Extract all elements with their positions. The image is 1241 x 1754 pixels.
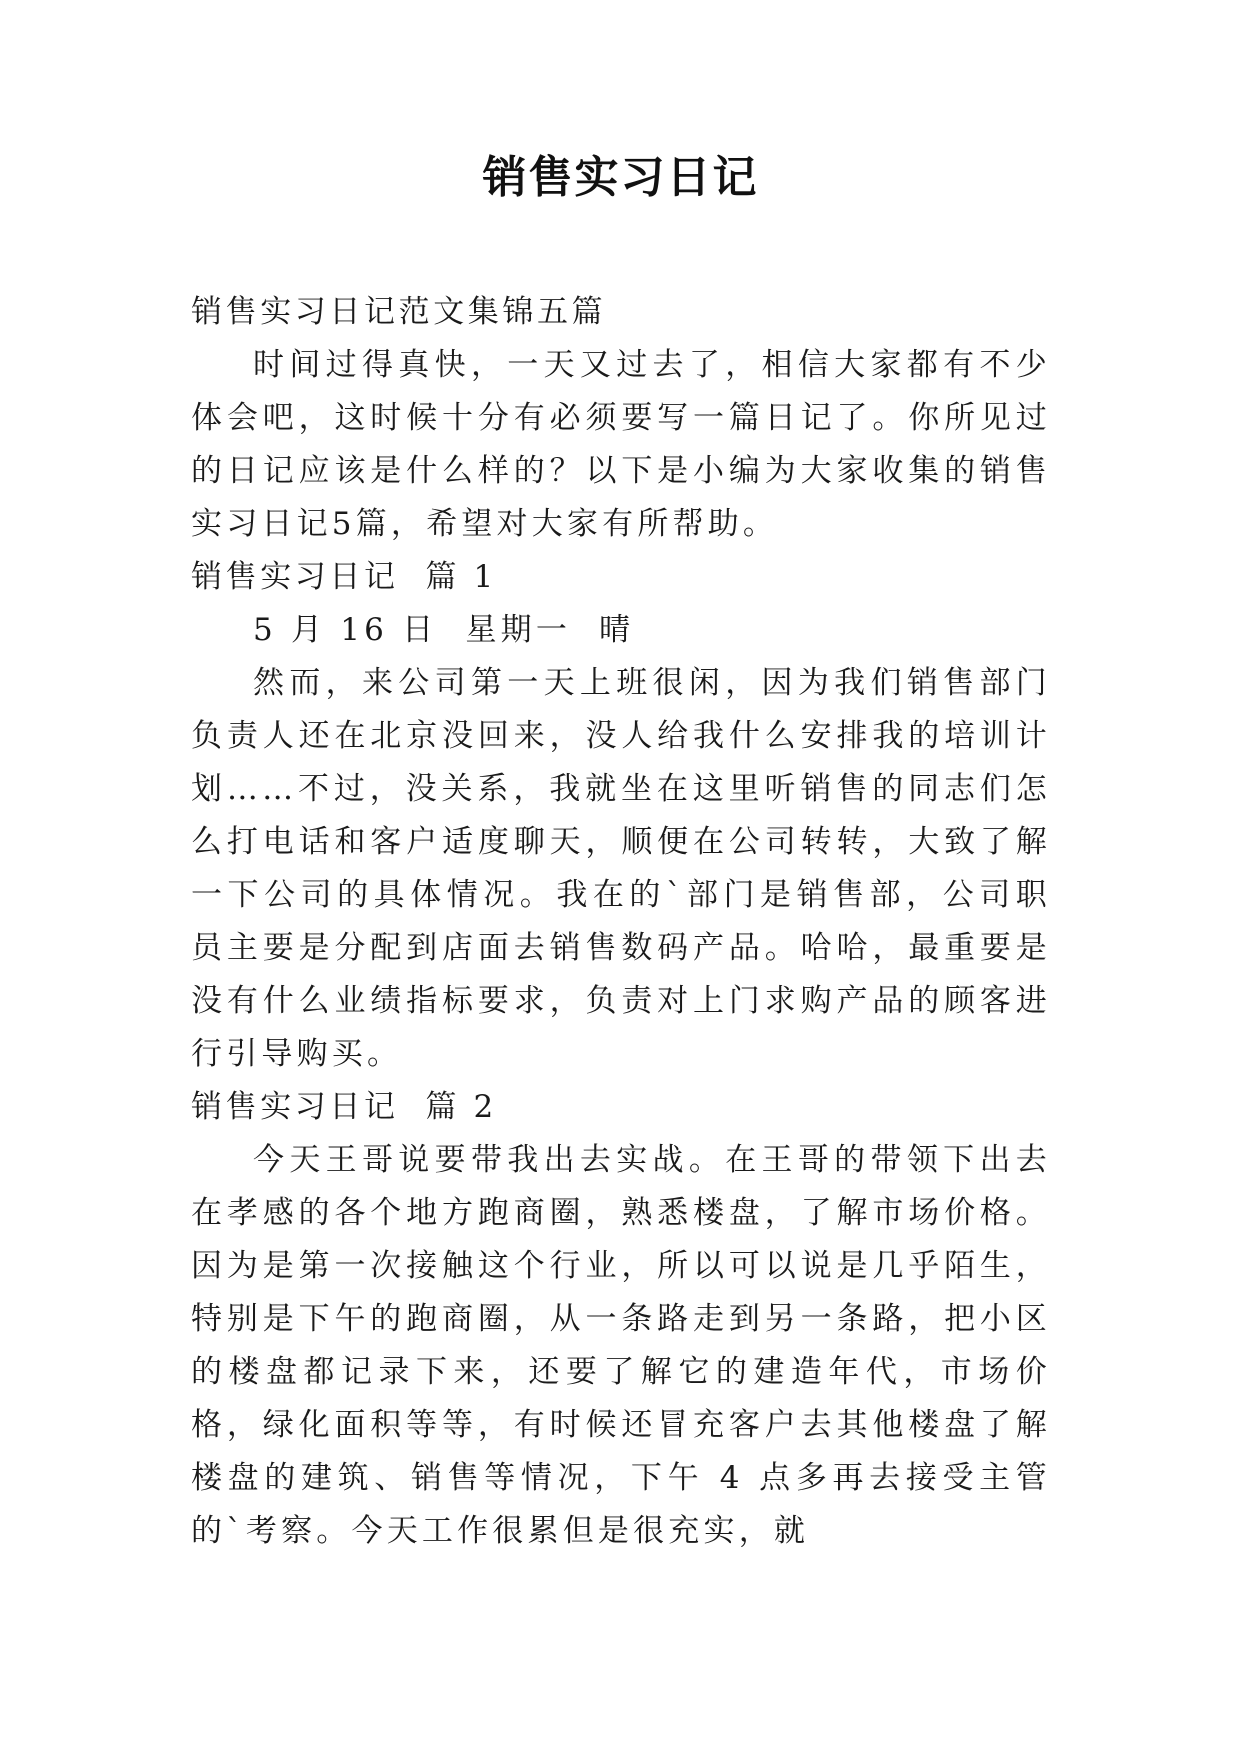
intro-paragraph: 时间过得真快，一天又过去了，相信大家都有不少体会吧，这时候十分有必须要写一篇日记了。你所见过的日记应该是什么样的？以下是小编为大家收集的销售实习日记5篇，希望对大家有所帮助。 [191, 347, 1051, 542]
section-1-body: 然而，来公司第一天上班很闲，因为我们销售部门负责人还在北京没回来，没人给我什么安排我的培训计划……不过，没关系，我就坐在这里听销售的同志们怎么打电话和客户适度聊天，顺便在公司转转，大致了解一下公司的具体情况。我在的`部门是销售部，公司职员主要是分配到店面去销售数码产品。哈哈，最重要是没有什么业绩指标要求，负责对上门求购产品的顾客进行引导购买。 [191, 665, 1051, 1072]
section-1-heading: 销售实习日记 篇 1 [191, 559, 497, 595]
section-2-body: 今天王哥说要带我出去实战。在王哥的带领下出去在孝感的各个地方跑商圈，熟悉楼盘，了解市场价格。因为是第一次接触这个行业，所以可以说是几乎陌生，特别是下午的跑商圈，从一条路走到另一条路，把小区的楼盘都记录下来，还要了解它的建造年代，市场价格，绿化面积等等，有时候还冒充客户去其他楼盘了解楼盘的建筑、销售等情况，下午 4 点多再去接受主管的`考察。今天工作很累但是很充实，就 [191, 1142, 1051, 1549]
document-subtitle: 销售实习日记范文集锦五篇 [191, 294, 607, 330]
document-title: 销售实习日记 [482, 152, 759, 203]
document-body [191, 286, 1051, 1558]
section-1-date: 5 月 16 日 星期一 晴 [253, 612, 635, 648]
section-2-heading: 销售实习日记 篇 2 [191, 1089, 497, 1125]
